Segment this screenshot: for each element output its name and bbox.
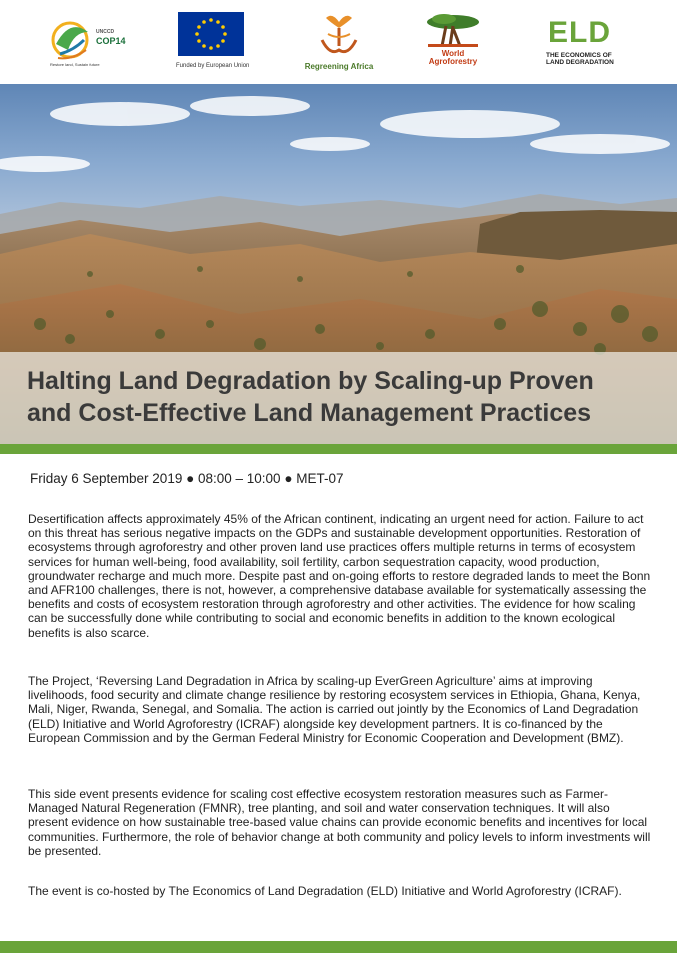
eld-logo — [546, 10, 630, 74]
eld-caption — [546, 52, 630, 66]
paragraph-desertification: Desertification affects approximately 45% of the African continent, indicating an urgent need for action. Failure to act on this threat has serious negative impacts on the GDPs and sustainable development opportunities. Restoration of ecosystems through agroforestry and other proven land use practices offers multiple returns in terms of ecosystem services for human well-being, food availability, soil fertility, carbon sequestration capacity, wood production, groundwater recharge and much more. Despite past and on-going efforts to restore degraded lands to meet the Bonn and AFR100 challenges, there is not, however, a comprehensive database available for systematically assessing the benefits and costs of ecosystem restoration through agroforestry and other activities. The evidence for how scaling can be successfully done while contributing to social and economic benefits in addition to the known ecological benefits is also scarce. — [28, 512, 651, 640]
top-green-divider — [0, 444, 677, 454]
unccd-cop14-logo — [50, 10, 130, 74]
title-line-2: and Cost-Effective Land Management Practices — [27, 399, 592, 427]
regreening-hands-icon — [302, 10, 376, 60]
cop14-tagline: Restore land, Sustain future — [50, 62, 100, 67]
agroforestry-label: Agroforestry — [428, 57, 478, 66]
eld-line2: LAND DEGRADATION — [546, 59, 614, 66]
title-line-1: Halting Land Degradation by Scaling-up Proven — [27, 367, 594, 395]
world-label: World — [441, 49, 465, 58]
regreening-africa-logo — [302, 10, 376, 74]
world-agroforestry-caption — [424, 50, 482, 66]
paragraph-side-event: This side event presents evidence for scaling cost effective ecosystem restoration measures such as Farmer-Managed Natural Regeneration (FMNR), tree planting, and soil and water conservation techniques. It will also present evidence on how sustainable tree-based value chains can provide economic benefits and incentives for local communities. Furthermore, the role of behavior change at both community and policy levels to inform investments will be presented. — [28, 787, 651, 858]
cop14-wordmark — [96, 28, 126, 46]
world-agroforestry-logo — [424, 10, 482, 74]
eu-flag-logo — [176, 10, 250, 74]
hero-landscape-image — [0, 84, 677, 444]
paragraph-project: The Project, ‘Reversing Land Degradation in Africa by scaling-up EverGreen Agriculture’ aims at improving livelihoods, food security and climate change resilience by restoring ecosystem services in Ethiopia, Ghana, Kenya, Mali, Niger, Rwanda, Senegal, and Somalia. The action is carried out jointly by the Economics of Land Degradation (ELD) Initiative and World Agroforestry (ICRAF) alongside key development partners. It is co-financed by the European Commission and by the German Federal Ministry for Economic Cooperation and Development (BMZ). — [28, 674, 641, 745]
logo-strip — [0, 0, 677, 84]
acacia-tree-icon — [424, 10, 482, 48]
event-date-time: Friday 6 September 2019 ● 08:00 – 10:00 ● MET-07 — [30, 471, 344, 486]
paragraph-co-hosts: The event is co-hosted by The Economics of Land Degradation (ELD) Initiative and World Agroforestry (ICRAF). — [28, 884, 622, 898]
eu-flag-icon — [176, 10, 246, 58]
eld-line1: THE ECONOMICS OF — [546, 52, 612, 59]
cop14-label: COP14 — [96, 36, 126, 46]
eld-mark: ELD — [548, 16, 611, 49]
unccd-label: UNCCD — [96, 29, 115, 35]
page-title — [27, 365, 657, 429]
bottom-green-divider — [0, 941, 677, 953]
regreening-caption: Regreening Africa — [304, 62, 374, 71]
eu-caption: Funded by European Union — [176, 63, 250, 69]
